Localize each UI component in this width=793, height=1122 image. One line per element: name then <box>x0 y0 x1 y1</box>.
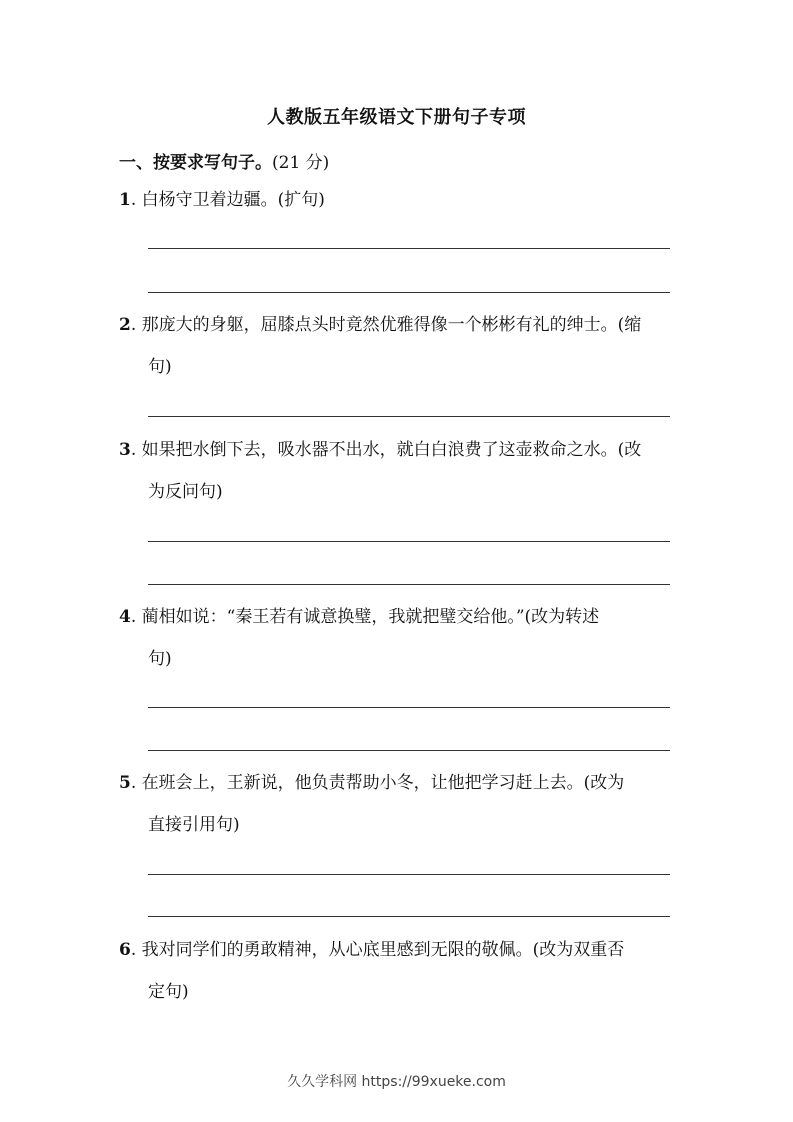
question-2 <box>119 304 675 388</box>
question-text-continued: 句) <box>148 649 172 669</box>
page-title: 人教版五年级语文下册句子专项 <box>267 107 526 128</box>
question-number: 6 <box>119 940 131 960</box>
question-text: . 那庞大的身躯，屈膝点头时竟然优雅得像一个彬彬有礼的绅士。(缩 <box>130 315 642 335</box>
answer-line[interactable] <box>148 707 670 708</box>
answer-line[interactable] <box>148 916 670 917</box>
question-text: . 我对同学们的勇敢精神，从心底里感到无限的敬佩。(改为双重否 <box>130 940 625 960</box>
answer-line[interactable] <box>148 248 670 249</box>
question-number: 4 <box>119 607 131 627</box>
footer-watermark: 久久学科网 https://99xueke.com <box>287 1074 506 1090</box>
answer-line[interactable] <box>148 416 670 417</box>
answer-line[interactable] <box>148 750 670 751</box>
question-text-continued: 定句) <box>148 982 189 1002</box>
question-text-continued: 句) <box>148 357 172 377</box>
question-4 <box>119 596 675 680</box>
question-5 <box>119 762 675 846</box>
question-text: . 蔺相如说：“秦王若有诚意换璧，我就把璧交给他。”(改为转述 <box>130 607 600 627</box>
section-heading <box>119 148 329 173</box>
answer-line[interactable] <box>148 541 670 542</box>
section-score: (21 分) <box>272 153 330 173</box>
section-label: 一、按要求写句子。 <box>119 153 272 173</box>
question-text: . 在班会上，王新说，他负责帮助小冬，让他把学习赶上去。(改为 <box>130 773 625 793</box>
question-text-continued: 为反问句) <box>148 482 223 502</box>
question-text: . 如果把水倒下去，吸水器不出水，就白白浪费了这壶救命之水。(改 <box>130 440 642 460</box>
question-number: 2 <box>119 315 131 335</box>
question-number: 3 <box>119 440 131 460</box>
question-text: . 白杨守卫着边疆。(扩句) <box>130 190 325 210</box>
question-1 <box>119 179 675 221</box>
question-number: 5 <box>119 773 131 793</box>
question-6 <box>119 929 675 1013</box>
question-number: 1 <box>119 190 131 210</box>
question-text-continued: 直接引用句) <box>148 815 240 835</box>
answer-line[interactable] <box>148 874 670 875</box>
question-3 <box>119 429 675 513</box>
answer-line[interactable] <box>148 584 670 585</box>
answer-line[interactable] <box>148 292 670 293</box>
